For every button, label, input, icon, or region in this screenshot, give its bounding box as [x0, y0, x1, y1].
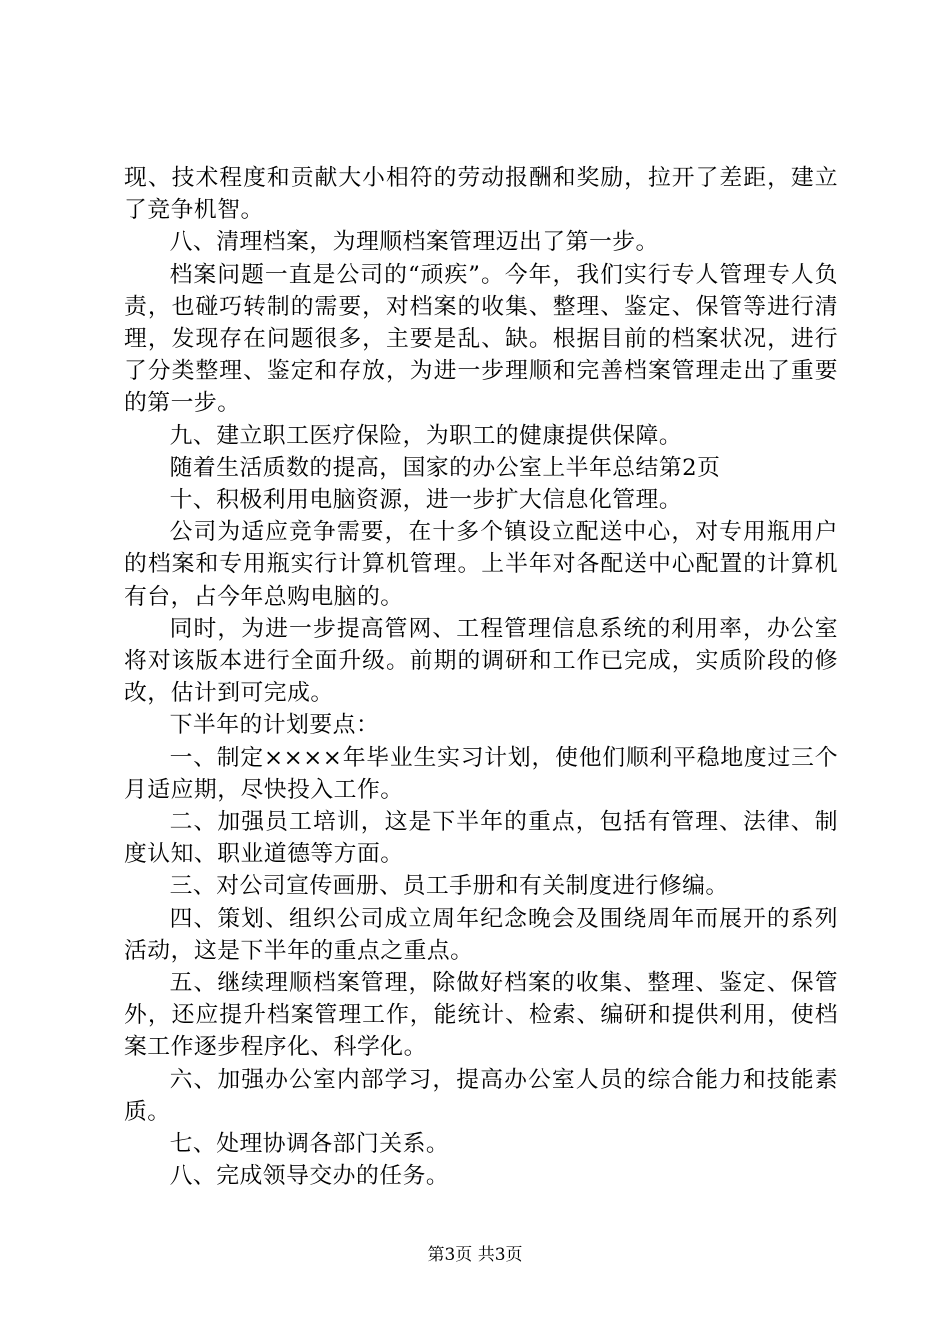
paragraph-12: 三、对公司宣传画册、员工手册和有关制度进行修编。 — [169, 873, 729, 900]
paragraph-9: 下半年的计划要点： — [169, 712, 380, 739]
paragraph-8: 同时，为进一步提高管网、工程管理信息系统的利用率，办公室将对该版本进行全面升级。前期的调研和工作已完成，实质阶段的修改，估计到可完成。 — [124, 615, 838, 707]
paragraph-17: 八、完成领导交办的任务。 — [169, 1163, 450, 1190]
page-number-label: 第3页 共3页 — [427, 1245, 523, 1265]
paragraph-6: 十、积极利用电脑资源，进一步扩大信息化管理。 — [169, 487, 683, 514]
paragraph-13: 四、策划、组织公司成立周年纪念晚会及围绕周年而展开的系列活动，这是下半年的重点之重点。 — [124, 905, 838, 964]
paragraph-4: 九、建立职工医疗保险，为职工的健康提供保障。 — [169, 422, 683, 449]
paragraph-16: 七、处理协调各部门关系。 — [169, 1131, 450, 1158]
document-body — [124, 162, 838, 1193]
paragraph-7: 公司为适应竞争需要，在十多个镇设立配送中心，对专用瓶用户的档案和专用瓶实行计算机管理。上半年对各配送中心配置的计算机有台，占今年总购电脑的。 — [124, 519, 838, 610]
page-footer — [0, 1245, 950, 1265]
paragraph-1: 现、技术程度和贡献大小相符的劳动报酬和奖励，拉开了差距，建立了竞争机智。 — [124, 165, 838, 224]
paragraph-10: 一、制定××××年毕业生实习计划，使他们顺利平稳地度过三个月适应期，尽快投入工作。 — [124, 744, 838, 803]
paragraph-2: 八、清理档案，为理顺档案管理迈出了第一步。 — [169, 229, 659, 256]
paragraph-14: 五、继续理顺档案管理，除做好档案的收集、整理、鉴定、保管外，还应提升档案管理工作，能统计、检索、编研和提供利用，使档案工作逐步程序化、科学化。 — [124, 970, 838, 1061]
paragraph-11: 二、加强员工培训，这是下半年的重点，包括有管理、法律、制度认知、职业道德等方面。 — [124, 809, 838, 868]
paragraph-3: 档案问题一直是公司的“顽疾”。今年，我们实行专人管理专人负责，也碰巧转制的需要，对档案的收集、整理、鉴定、保管等进行清理，发现存在问题很多，主要是乱、缺。根据目前的档案状况，进行了分类整理、鉴定和存放，为进一步理顺和完善档案管理走出了重要的第一步。 — [124, 261, 838, 417]
paragraph-15: 六、加强办公室内部学习，提高办公室人员的综合能力和技能素质。 — [124, 1066, 838, 1125]
paragraph-5: 随着生活质数的提高，国家的办公室上半年总结第2页 — [169, 454, 721, 481]
